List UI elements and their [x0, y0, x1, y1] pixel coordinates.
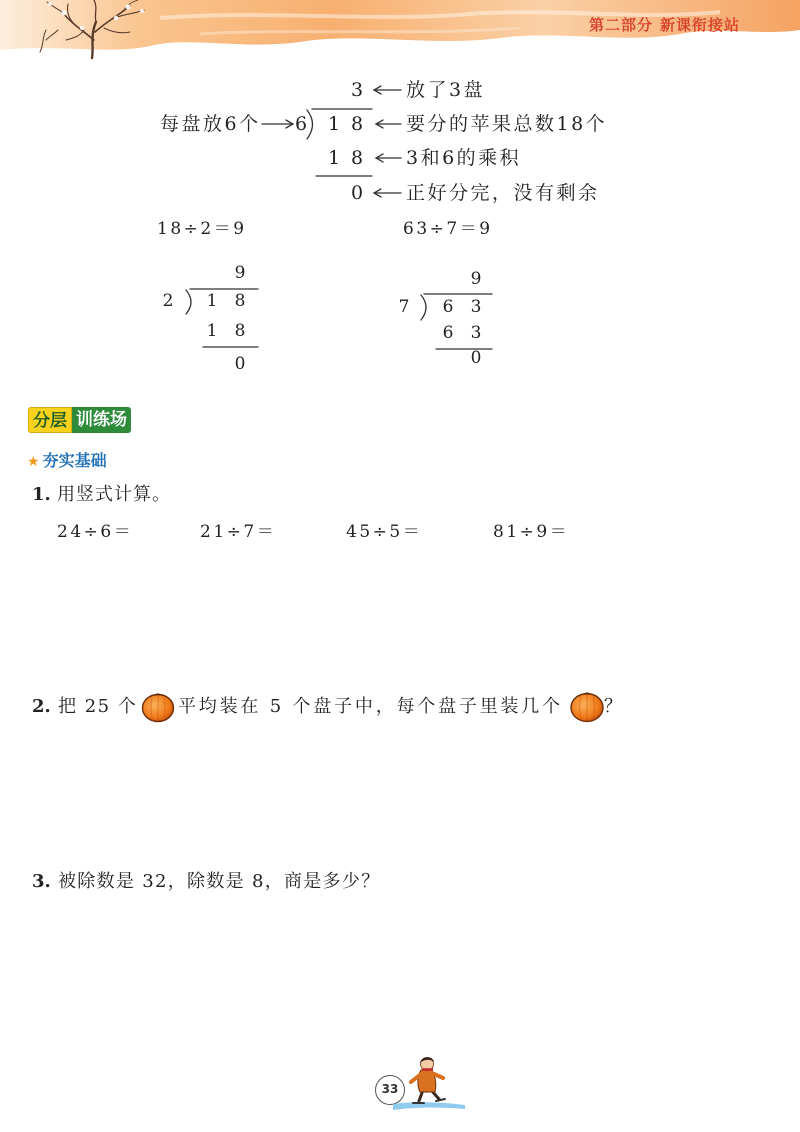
- example-product-digit: 8: [350, 147, 364, 169]
- exercise-item: 21÷7＝: [200, 522, 277, 542]
- example-remainder-note: 正好分完，没有剩余: [406, 182, 600, 204]
- long-division-dividend-digit: 6: [442, 297, 454, 317]
- example-divisor: 6: [294, 113, 308, 135]
- long-division-bracket: [421, 295, 426, 320]
- arrow-right-icon: [262, 120, 293, 128]
- header-section-label: 新课衔接站: [660, 16, 741, 34]
- arrow-left-icon: [376, 154, 401, 162]
- arrow-left-icon: [374, 189, 401, 197]
- long-division-product-digit: 3: [470, 323, 482, 343]
- worked-equation: 63÷7＝9: [403, 219, 493, 239]
- question-text: 用竖式计算。: [57, 484, 171, 505]
- arrow-left-icon: [376, 120, 401, 128]
- example-dividend-digit: 8: [350, 113, 364, 135]
- worked-equation: 18÷2＝9: [157, 219, 247, 239]
- example-divisor-label: 每盘放6个: [160, 113, 261, 135]
- orange-icon: [141, 691, 175, 723]
- long-division-remainder: 0: [234, 354, 246, 374]
- exercise-item: 81÷9＝: [493, 522, 570, 542]
- long-division-dividend-digit: 3: [470, 297, 482, 317]
- long-division-bracket: [186, 290, 191, 314]
- page-number: 33: [375, 1075, 405, 1105]
- example-remainder: 0: [350, 182, 364, 204]
- orange-icon: [569, 690, 605, 723]
- subsection-title: 夯实基础: [42, 451, 107, 470]
- exercise-item: 24÷6＝: [57, 522, 134, 542]
- question-number: 2.: [32, 696, 51, 717]
- question-number: 1.: [32, 484, 51, 505]
- long-division-product-digit: 6: [442, 323, 454, 343]
- ice-stripe: [393, 1102, 465, 1110]
- example-dividend-note: 要分的苹果总数18个: [406, 113, 608, 135]
- example-product-digit: 1: [327, 147, 341, 169]
- star-icon: ★: [27, 454, 40, 470]
- long-division-product-digit: 1: [206, 321, 218, 341]
- subsection-heading: [27, 450, 107, 473]
- example-quotient-note: 放了3盘: [406, 79, 486, 101]
- header-part-label: 第二部分: [589, 16, 654, 34]
- long-division-dividend-digit: 1: [206, 291, 218, 311]
- skater-illustration: [393, 1054, 465, 1112]
- question-text: 被除数是 32，除数是 8，商是多少？: [58, 871, 381, 892]
- badge-left-label: 分层: [28, 407, 72, 433]
- long-division-divisor: 2: [162, 291, 174, 311]
- question-text-middle: 平均装在 5 个盘子中，每个盘子里装几个: [178, 696, 563, 717]
- long-division-divisor: 7: [398, 297, 410, 317]
- section-badge: [28, 407, 131, 433]
- example-quotient: 3: [350, 79, 364, 101]
- example-dividend-digit: 1: [327, 113, 341, 135]
- exercise-item: 45÷5＝: [346, 522, 423, 542]
- long-division-remainder: 0: [470, 348, 482, 368]
- long-division-dividend-digit: 8: [234, 291, 246, 311]
- long-division-quotient: 9: [470, 269, 482, 289]
- question-text-after: ？: [604, 696, 622, 717]
- bare-tree-illustration: [20, 0, 160, 60]
- question-text-before: 把 25 个: [58, 696, 138, 717]
- example-product-note: 3和6的乘积: [406, 147, 522, 169]
- question-number: 3.: [32, 871, 51, 892]
- long-division-product-digit: 8: [234, 321, 246, 341]
- badge-right-label: 训练场: [72, 407, 131, 433]
- arrow-left-icon: [374, 86, 401, 94]
- long-division-quotient: 9: [234, 263, 246, 283]
